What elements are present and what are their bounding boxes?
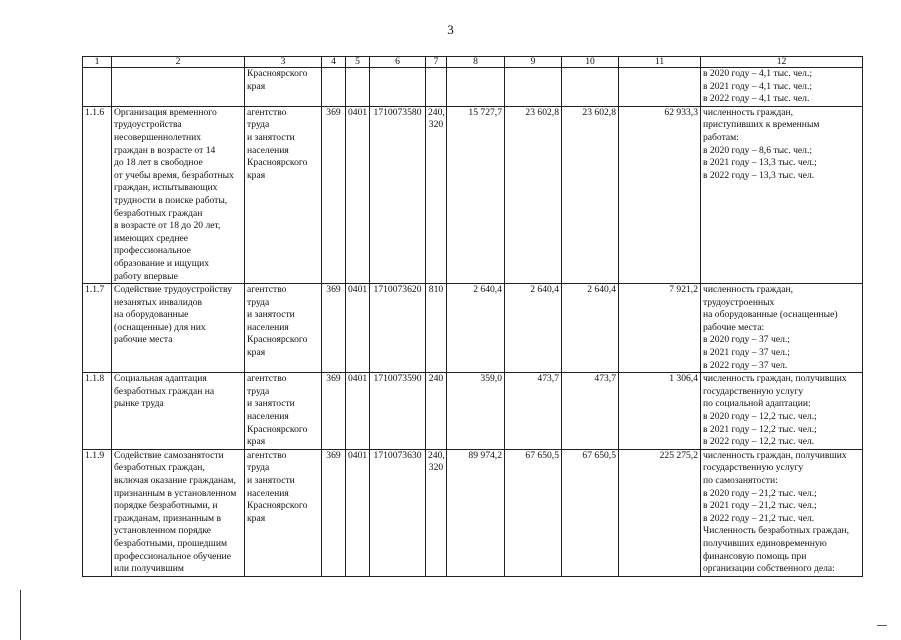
column-header-3: 3 [245,57,322,68]
activity-name-cell [112,68,245,107]
text-line: 320 [428,119,444,131]
text-line: профессиональное [114,245,191,257]
text-line: получивших единовременную [703,537,827,549]
activity-number-cell: 1.1.9 [83,449,112,576]
text-line: в 2020 году – 8,6 тыс. чел.; [703,144,813,156]
section-code-cell: 0401 [346,106,370,283]
section-code-cell: 0401 [346,373,370,450]
grbs-code-cell: 369 [322,284,346,373]
amount-2022-cell: 23 602,8 [562,106,619,283]
text-line: труда [247,385,270,397]
text-line: от учебы время, безработных [114,169,234,181]
text-line: численность граждан, [703,106,794,118]
text-line: порядке безработными, и [114,500,218,512]
table-row [83,449,863,576]
activity-number-cell: 1.1.8 [83,373,112,450]
text-line: в 2020 году – 37 чел.; [703,334,790,346]
text-line: в 2021 году – 13,3 тыс. чел.; [703,157,817,169]
amount-total-cell [619,68,701,107]
text-line: в 2020 году – 21,2 тыс. чел.; [703,487,817,499]
text-line: агентство [247,106,287,118]
column-header-10: 10 [562,57,619,68]
text-line: трудности в поиске работы, [114,194,228,206]
amount-2020-cell [447,68,505,107]
amount-total-cell: 1 306,4 [619,373,701,450]
text-line: признанным в установленном [114,487,237,499]
binding-margin-line [20,590,21,640]
activity-number-cell: 1.1.6 [83,106,112,283]
text-line: 810 [428,284,444,296]
text-line: Красноярского [247,334,308,346]
text-line: агентство [247,373,287,385]
target-article-cell: 1710073590 [370,373,426,450]
text-line: в 2021 году – 12,2 тыс. чел.; [703,423,817,435]
amount-2022-cell: 473,7 [562,373,619,450]
text-line: безработных граждан, [114,462,205,474]
text-line: в 2022 году – 21,2 тыс. чел. [703,512,815,524]
text-line: в возрасте от 18 до 20 лет, [114,220,221,232]
text-line: Организация временного [114,106,217,118]
text-line: по самозанятости: [703,475,778,486]
section-code-cell: 0401 [346,449,370,576]
target-article-cell: 1710073620 [370,284,426,373]
activity-name-cell [112,106,245,283]
text-line: численность граждан, получивших [703,373,847,385]
text-line: Численность безработных граждан, [703,525,849,537]
column-header-5: 5 [346,57,370,68]
text-line: (оснащенные) для них [114,321,206,333]
text-line: в 2020 году – 12,2 тыс. чел.; [703,411,817,423]
grbs-code-cell: 369 [322,449,346,576]
text-line: края [247,169,266,181]
text-line: включая оказание гражданам, [114,475,236,486]
text-line: труда [247,119,270,131]
amount-total-cell: 225 275,2 [619,449,701,576]
section-code-cell: 0401 [346,284,370,373]
text-line: в 2021 году – 4,1 тыс. чел.; [703,80,813,92]
expected-result-cell [701,106,863,283]
column-header-9: 9 [505,57,562,68]
text-line: безработных граждан [114,207,203,219]
text-line: рабочие места [114,334,173,346]
text-line: имеющих среднее [114,232,189,244]
text-line: граждан, испытывающих [114,182,218,194]
activity-number-cell [83,68,112,107]
text-line: в 2022 году – 12,2 тыс. чел. [703,436,815,448]
table-row [83,373,863,450]
text-line: незанятых инвалидов [114,296,203,308]
target-article-cell: 1710073580 [370,106,426,283]
text-line: на оборудованные (оснащенные) [703,309,838,321]
text-line: труда [247,296,270,308]
text-line: населения [247,144,289,156]
text-line: трудоустройства [114,119,182,131]
program-activities-table [82,56,863,577]
text-line: населения [247,321,289,333]
grbs-code-cell: 369 [322,373,346,450]
text-line: рабочие места: [703,321,765,333]
text-line: и занятости [247,398,295,410]
column-header-12: 12 [701,57,863,68]
column-header-7: 7 [426,57,447,68]
text-line: на оборудованные [114,309,189,321]
text-line: Красноярского [247,423,308,435]
text-line: края [247,80,266,92]
text-line: Красноярского [247,500,308,512]
activity-number-cell: 1.1.7 [83,284,112,373]
text-line: или получившим [114,563,184,575]
column-header-4: 4 [322,57,346,68]
text-line: численность граждан, [703,284,794,296]
amount-2022-cell: 67 650,5 [562,449,619,576]
text-line: в 2021 году – 21,2 тыс. чел.; [703,500,817,512]
amount-2021-cell: 2 640,4 [505,284,562,373]
text-line: безработными, прошедшим [114,537,228,549]
text-line: в 2020 году – 4,1 тыс. чел.; [703,68,813,79]
column-header-8: 8 [447,57,505,68]
text-line: приступивших к временным [703,119,820,131]
responsible-agency-cell [245,284,322,373]
text-line: Красноярского [247,157,308,169]
expense-type-cell [426,284,447,373]
text-line: безработных граждан на [114,385,215,397]
expected-result-cell [701,449,863,576]
table-row [83,106,863,283]
expense-type-cell [426,106,447,283]
responsible-agency-cell [245,68,322,107]
text-line: Красноярского [247,68,308,79]
text-line: работам: [703,131,739,143]
responsible-agency-cell [245,106,322,283]
table-row [83,68,863,107]
text-line: населения [247,411,289,423]
text-line: государственную услугу [703,462,804,474]
text-line: края [247,512,266,524]
text-line: граждан в возрасте от 14 [114,144,216,156]
text-line: рынке труда [114,398,164,410]
table-row [83,284,863,373]
column-number-row [83,57,863,68]
text-line: в 2022 году – 37 чел. [703,359,788,371]
target-article-cell [370,68,426,107]
text-line: населения [247,487,289,499]
column-header-2: 2 [112,57,245,68]
text-line: Социальная адаптация [114,373,207,385]
text-line: 240 [428,373,444,385]
text-line: финансовую помощь при [703,550,807,562]
text-line: 240, [428,106,445,118]
text-line: и занятости [247,131,295,143]
column-header-1: 1 [83,57,112,68]
amount-2021-cell [505,68,562,107]
expense-type-cell [426,373,447,450]
amount-2020-cell: 359,0 [447,373,505,450]
text-line: края [247,347,266,359]
text-line: Содействие трудоустройству [114,284,232,296]
text-line: в 2022 году – 4,1 тыс. чел. [703,93,810,105]
column-header-11: 11 [619,57,701,68]
expected-result-cell [701,373,863,450]
text-line: и занятости [247,309,295,321]
corner-mark [877,625,887,626]
responsible-agency-cell [245,373,322,450]
page-number: 3 [447,22,454,37]
text-line: численность граждан, получивших [703,449,847,461]
text-line: несовершеннолетних [114,131,202,143]
text-line: Содействие самозанятости [114,449,224,461]
amount-2020-cell: 89 974,2 [447,449,505,576]
text-line: государственную услугу [703,385,804,397]
grbs-code-cell [322,68,346,107]
activity-name-cell [112,284,245,373]
expense-type-cell [426,68,447,107]
amount-2022-cell: 2 640,4 [562,284,619,373]
amount-2020-cell: 15 727,7 [447,106,505,283]
text-line: и занятости [247,475,295,486]
activity-name-cell [112,373,245,450]
text-line: по социальной адаптации: [703,398,811,410]
text-line: гражданам, признанным в [114,512,221,524]
section-code-cell [346,68,370,107]
text-line: 320 [428,462,444,474]
text-line: агентство [247,284,287,296]
table-body [83,68,863,577]
activity-name-cell [112,449,245,576]
text-line: организации собственного дела: [703,563,835,575]
amount-2022-cell [562,68,619,107]
expected-result-cell [701,68,863,107]
responsible-agency-cell [245,449,322,576]
text-line: в 2021 году – 37 чел.; [703,347,790,359]
text-line: установленном порядке [114,525,212,537]
expected-result-cell [701,284,863,373]
target-article-cell: 1710073630 [370,449,426,576]
column-header-6: 6 [370,57,426,68]
text-line: профессиональное обучение [114,550,231,562]
text-line: края [247,436,266,448]
text-line: работу впервые [114,270,178,282]
amount-total-cell: 7 921,2 [619,284,701,373]
amount-2021-cell: 23 602,8 [505,106,562,283]
text-line: в 2022 году – 13,3 тыс. чел. [703,169,815,181]
text-line: 240, [428,449,445,461]
amount-total-cell: 62 933,3 [619,106,701,283]
text-line: трудоустроенных [703,296,775,308]
amount-2021-cell: 473,7 [505,373,562,450]
amount-2020-cell: 2 640,4 [447,284,505,373]
text-line: до 18 лет в свободное [114,157,203,169]
grbs-code-cell: 369 [322,106,346,283]
amount-2021-cell: 67 650,5 [505,449,562,576]
text-line: образование и ищущих [114,257,210,269]
expense-type-cell [426,449,447,576]
text-line: агентство [247,449,287,461]
text-line: труда [247,462,270,474]
